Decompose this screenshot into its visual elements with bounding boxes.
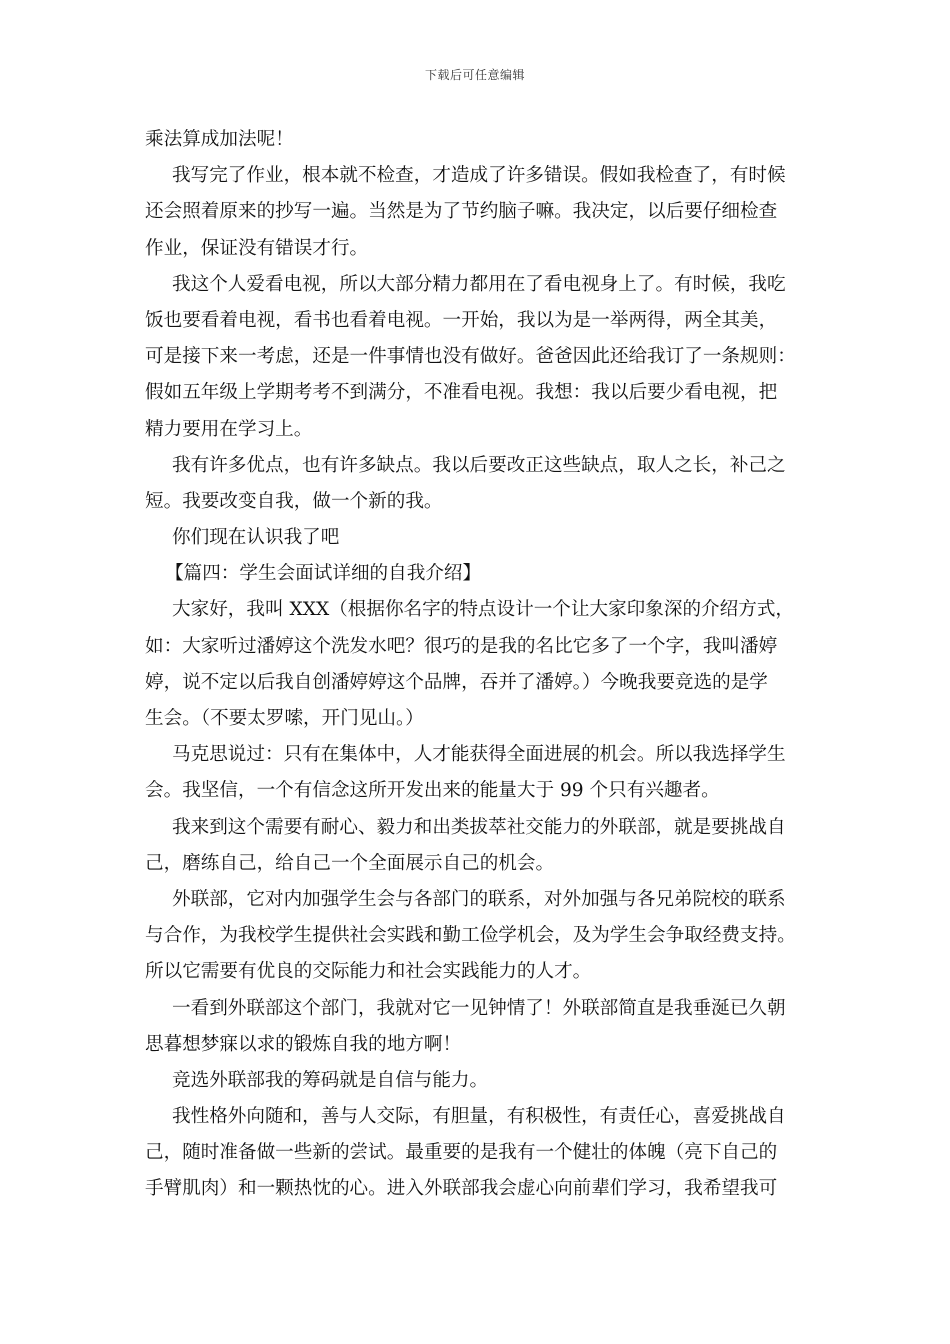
document-body (145, 122, 805, 1208)
text-line: 精力要用在学习上。 (145, 418, 313, 440)
text-line: 我来到这个需要有耐心、毅力和出类拔萃社交能力的外联部，就是要挑战自 (172, 816, 786, 838)
text-line: 会。我坚信，一个有信念这所开发出来的能量大于 99 个只有兴趣者。 (145, 780, 720, 802)
text-line: 还会照着原来的抄写一遍。当然是为了节约脑子嘛。我决定，以后要仔细检查 (145, 201, 778, 223)
text-line: 外联部，它对内加强学生会与各部门的联系，对外加强与各兄弟院校的联系 (172, 888, 786, 910)
text-line: 作业，保证没有错误才行。 (145, 237, 369, 259)
text-line: 一看到外联部这个部门，我就对它一见钟情了！外联部简直是我垂涎已久朝 (172, 997, 786, 1019)
text-line: 所以它需要有优良的交际能力和社会实践能力的人才。 (145, 961, 592, 983)
text-line: 手臂肌肉）和一颗热忱的心。进入外联部我会虚心向前辈们学习，我希望我可 (145, 1178, 778, 1200)
text-line: 大家好，我叫 XXX（根据你名字的特点设计一个让大家印象深的介绍方式， (172, 599, 795, 621)
text-line: 我写完了作业，根本就不检查，才造成了许多错误。假如我检查了，有时候 (172, 165, 786, 187)
text-line: 饭也要看着电视，看书也看着电视。一开始，我以为是一举两得，两全其美， (145, 309, 778, 331)
text-line: 与合作，为我校学生提供社会实践和勤工俭学机会，及为学生会争取经费支持。 (145, 925, 796, 947)
text-line: 婷，说不定以后我自创潘婷婷这个品牌，吞并了潘婷。）今晚我要竞选的是学 (145, 671, 768, 693)
text-line: 生会。（不要太罗嗦，开门见山。） (145, 708, 424, 729)
text-line: 我这个人爱看电视，所以大部分精力都用在了看电视身上了。有时候，我吃 (172, 273, 786, 295)
text-line: 己，磨练自己，给自己一个全面展示自己的机会。 (145, 852, 555, 874)
page-header-note: 下载后可任意编辑 (424, 68, 525, 82)
text-line: 可是接下来一考虑，还是一件事情也没有做好。爸爸因此还给我订了一条规则： (145, 346, 796, 368)
text-line: 我有许多优点，也有许多缺点。我以后要改正这些缺点，取人之长，补己之 (172, 454, 786, 476)
text-line: 如：大家听过潘婷这个洗发水吧？很巧的是我的名比它多了一个字，我叫潘婷 (145, 635, 778, 657)
text-line: 我性格外向随和，善与人交际，有胆量，有积极性，有责任心，喜爱挑战自 (172, 1106, 786, 1128)
section-heading: 【篇四：学生会面试详细的自我介绍】 (165, 563, 482, 585)
text-line: 短。我要改变自我，做一个新的我。 (145, 490, 443, 512)
text-line: 你们现在认识我了吧 (172, 527, 340, 549)
text-line: 思暮想梦寐以求的锻炼自我的地方啊！ (145, 1033, 462, 1055)
text-line: 竞选外联部我的筹码就是自信与能力。 (172, 1069, 489, 1091)
text-line: 马克思说过：只有在集体中，人才能获得全面进展的机会。所以我选择学生 (172, 744, 786, 766)
text-line: 假如五年级上学期考考不到满分，不准看电视。我想：我以后要少看电视，把 (145, 382, 778, 404)
text-line: 己，随时准备做一些新的尝试。最重要的是我有一个健壮的体魄（亮下自己的 (145, 1142, 778, 1164)
text-line: 乘法算成加法呢！ (145, 129, 294, 150)
